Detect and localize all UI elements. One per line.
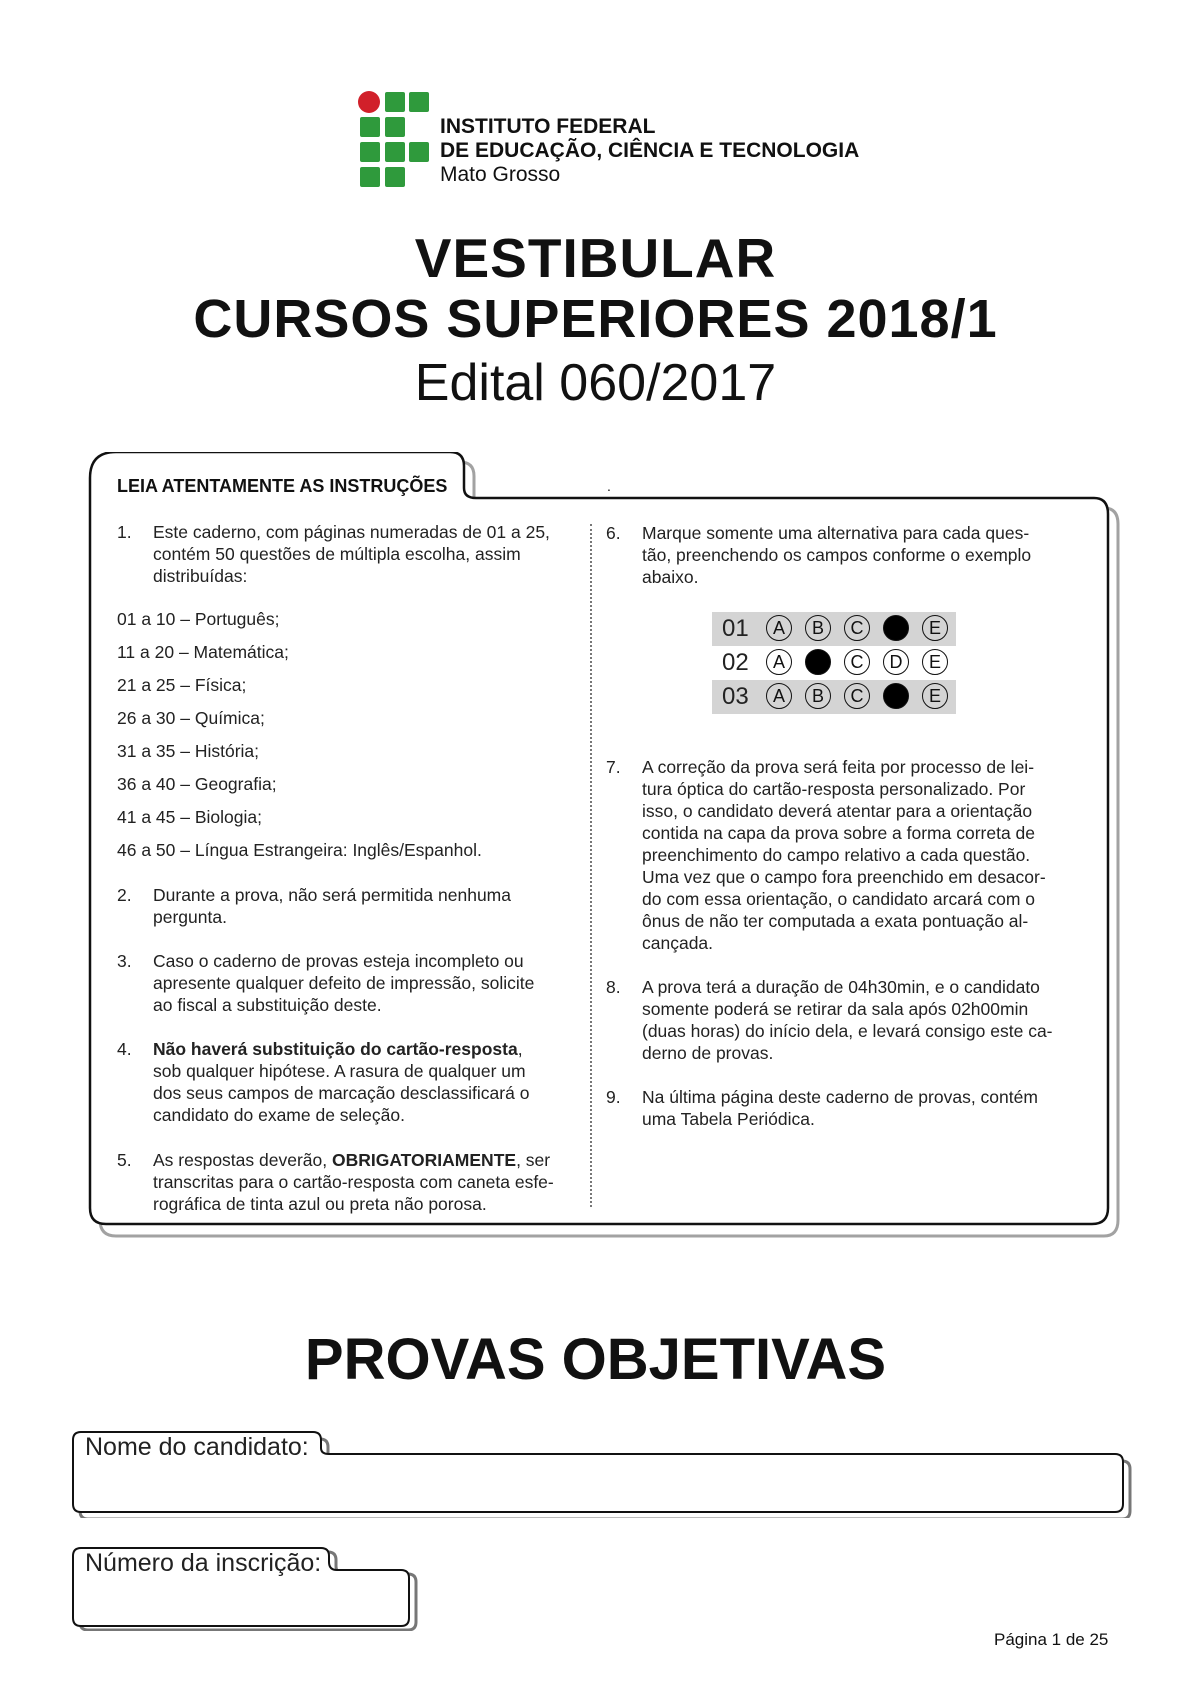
item-line: distribuídas: bbox=[153, 566, 248, 586]
distribution-item: 21 a 25 – Física; bbox=[117, 675, 247, 695]
institution-name bbox=[440, 115, 859, 187]
item-line: sob qualquer hipótese. A rasura de qualquer um bbox=[153, 1061, 526, 1081]
item-line: abaixo. bbox=[642, 567, 699, 587]
item-line: rográfica de tinta azul ou preta não porosa. bbox=[153, 1194, 487, 1214]
item-number: 2. bbox=[117, 885, 132, 905]
item-number: 6. bbox=[606, 523, 621, 543]
edital-number: Edital 060/2017 bbox=[414, 354, 777, 412]
logo-square bbox=[385, 142, 405, 162]
item-number: 1. bbox=[117, 522, 132, 542]
item-line: transcritas para o cartão-resposta com caneta esfe- bbox=[153, 1172, 554, 1192]
exam-title: VESTIBULAR bbox=[414, 227, 777, 289]
option-bubble: A bbox=[766, 649, 792, 675]
item-line: (duas horas) do início dela, e levará consigo este ca- bbox=[642, 1021, 1053, 1041]
answer-row-02 bbox=[712, 646, 956, 680]
option-bubble: E bbox=[922, 649, 948, 675]
item-line: derno de provas. bbox=[642, 1043, 774, 1063]
distribution-item: 26 a 30 – Química; bbox=[117, 708, 265, 728]
item-line: ônus de não ter computada a exata pontuação al- bbox=[642, 911, 1029, 931]
item-line: isso, o candidato deverá atentar para a orientação bbox=[642, 801, 1033, 821]
name-input-area[interactable] bbox=[74, 1456, 1122, 1508]
item-number: 4. bbox=[117, 1039, 132, 1059]
exam-subtitle: CURSOS SUPERIORES 2018/1 bbox=[193, 289, 998, 349]
item-line: dos seus campos de marcação desclassificará o bbox=[153, 1083, 530, 1103]
item-line: uma Tabela Periódica. bbox=[642, 1109, 815, 1129]
item-number: 3. bbox=[117, 951, 132, 971]
item-line: Na última página deste caderno de provas, contém bbox=[642, 1087, 1038, 1107]
option-bubble: E bbox=[922, 683, 948, 709]
item-bold-text: OBRIGATORIAMENTE bbox=[331, 1150, 517, 1170]
item-line: A correção da prova será feita por processo de lei- bbox=[642, 757, 1035, 777]
registration-input-area[interactable] bbox=[74, 1572, 406, 1624]
item-line: contida na capa da prova sobre a forma correta de bbox=[642, 823, 1036, 843]
logo-square bbox=[385, 92, 405, 112]
item-line: do com essa orientação, o candidato arcará com o bbox=[642, 889, 1035, 909]
registration-label: Número da inscrição: bbox=[85, 1549, 322, 1577]
item-line: ao fiscal a substituição deste. bbox=[153, 995, 382, 1015]
item-line: Uma vez que o campo fora preenchido em desacor- bbox=[642, 867, 1046, 887]
logo-square bbox=[360, 167, 380, 187]
item-line: contém 50 questões de múltipla escolha, assim bbox=[153, 544, 521, 564]
item-text: As respostas deverão, bbox=[153, 1150, 332, 1170]
logo-square bbox=[385, 167, 405, 187]
item-line: Este caderno, com páginas numeradas de 01 a 25, bbox=[153, 522, 550, 542]
item-line: tão, preenchendo os campos conforme o exemplo bbox=[642, 545, 1032, 565]
dot-mark: . bbox=[607, 478, 611, 494]
name-label: Nome do candidato: bbox=[85, 1433, 309, 1461]
item-line: Caso o caderno de provas esteja incompleto ou bbox=[153, 951, 524, 971]
item-line: cançada. bbox=[642, 933, 714, 953]
item-text: , bbox=[517, 1039, 523, 1059]
option-bubble: C bbox=[844, 683, 870, 709]
distribution-item: 01 a 10 – Português; bbox=[117, 609, 280, 629]
institute-logo bbox=[358, 91, 432, 187]
distribution-item: 46 a 50 – Língua Estrangeira: Inglês/Espanhol. bbox=[117, 840, 482, 860]
option-bubble: D bbox=[883, 649, 909, 675]
item-line: Marque somente uma alternativa para cada ques- bbox=[642, 523, 1030, 543]
item-line: A prova terá a duração de 04h30min, e o candidato bbox=[642, 977, 1040, 997]
filled-bubble bbox=[883, 683, 909, 709]
distribution-item: 11 a 20 – Matemática; bbox=[117, 642, 289, 662]
question-number: 02 bbox=[722, 649, 749, 676]
logo-square bbox=[360, 142, 380, 162]
answer-row-03 bbox=[712, 680, 956, 714]
item-bold-text: Não haverá substituição do cartão-resposta bbox=[153, 1039, 518, 1059]
item-line: Durante a prova, não será permitida nenhuma bbox=[153, 885, 511, 905]
item-line: apresente qualquer defeito de impressão, solicite bbox=[153, 973, 535, 993]
item-line: candidato do exame de seleção. bbox=[153, 1105, 405, 1125]
option-bubble: E bbox=[922, 615, 948, 641]
item-line: tura óptica do cartão-resposta personalizado. Por bbox=[642, 779, 1026, 799]
section-title: PROVAS OBJETIVAS bbox=[304, 1327, 887, 1392]
institution-line-2: DE EDUCAÇÃO, CIÊNCIA E TECNOLOGIA bbox=[440, 139, 860, 162]
page-number: Página 1 de 25 bbox=[994, 1630, 1109, 1649]
item-line: somente poderá se retirar da sala após 02h00min bbox=[642, 999, 1029, 1019]
option-bubble: C bbox=[844, 615, 870, 641]
item-number: 5. bbox=[117, 1150, 132, 1170]
option-bubble: B bbox=[805, 615, 831, 641]
instructions-title: LEIA ATENTAMENTE AS INSTRUÇÕES bbox=[117, 476, 448, 496]
item-line: pergunta. bbox=[153, 907, 227, 927]
distribution-item: 36 a 40 – Geografia; bbox=[117, 774, 277, 794]
item-number: 9. bbox=[606, 1087, 621, 1107]
item-number: 8. bbox=[606, 977, 621, 997]
filled-bubble bbox=[883, 615, 909, 641]
answer-row-01 bbox=[712, 612, 956, 646]
option-bubble: B bbox=[805, 683, 831, 709]
logo-square bbox=[409, 92, 429, 112]
option-bubble: A bbox=[766, 615, 792, 641]
question-number: 03 bbox=[722, 683, 749, 710]
logo-square bbox=[409, 142, 429, 162]
institution-line-3: Mato Grosso bbox=[440, 163, 561, 186]
question-number: 01 bbox=[722, 615, 749, 642]
logo-square bbox=[360, 117, 380, 137]
distribution-item: 41 a 45 – Biologia; bbox=[117, 807, 262, 827]
item-number: 7. bbox=[606, 757, 621, 777]
item-line: preenchimento do campo relativo a cada questão. bbox=[642, 845, 1031, 865]
logo-square bbox=[385, 117, 405, 137]
institution-line-1: INSTITUTO FEDERAL bbox=[440, 115, 656, 138]
item-text: , ser bbox=[516, 1150, 551, 1170]
option-bubble: C bbox=[844, 649, 870, 675]
filled-bubble bbox=[805, 649, 831, 675]
column-divider bbox=[590, 524, 592, 1207]
distribution-item: 31 a 35 – História; bbox=[117, 741, 260, 761]
logo-red-dot bbox=[358, 91, 380, 113]
option-bubble: A bbox=[766, 683, 792, 709]
